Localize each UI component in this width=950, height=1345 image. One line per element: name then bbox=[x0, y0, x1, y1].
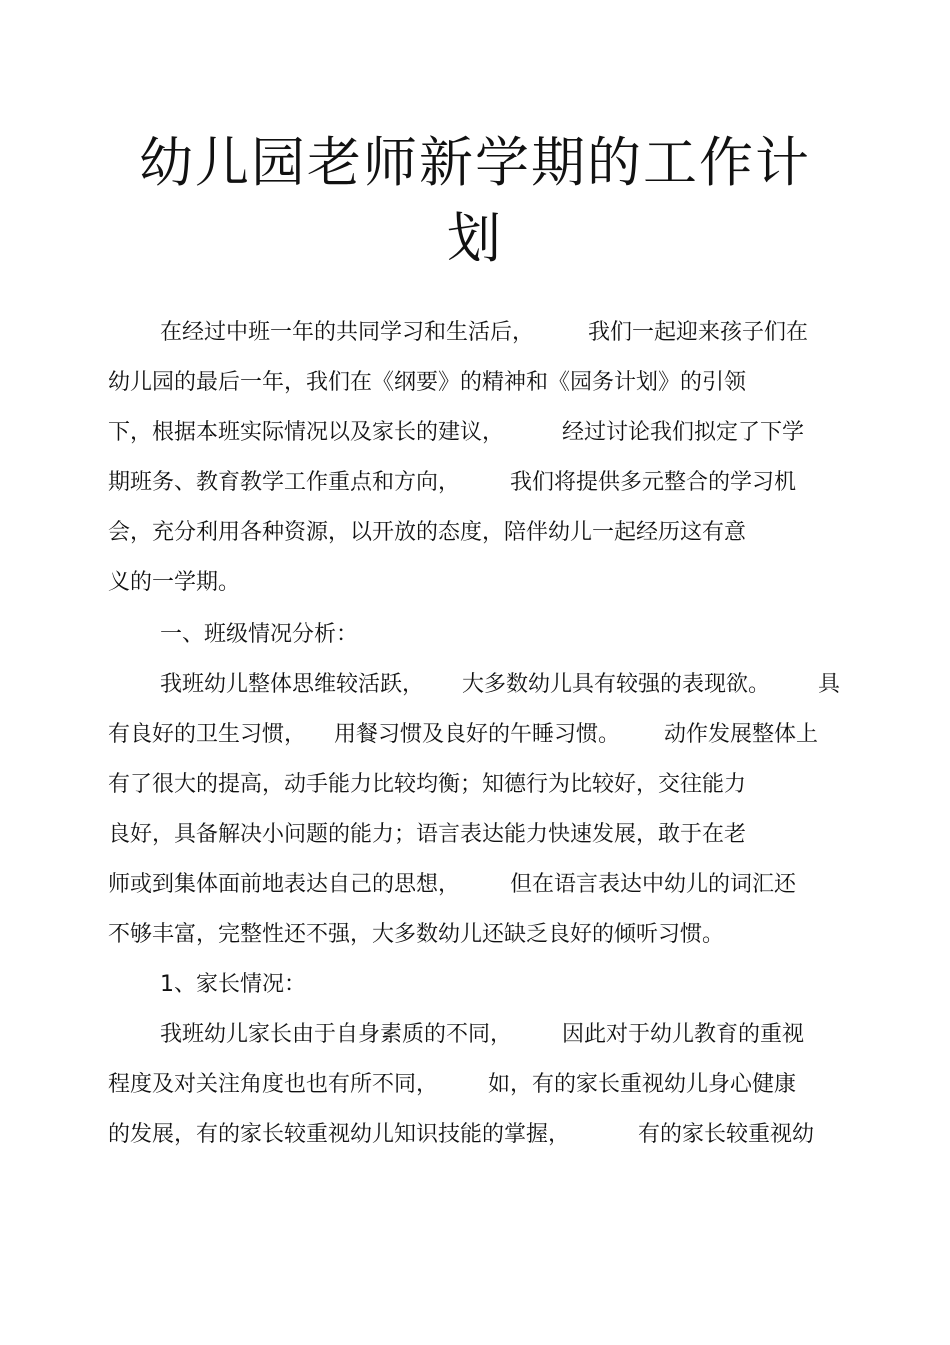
text-segment: 我班幼儿整体思维较活跃， bbox=[160, 672, 425, 697]
text-segment: 不够丰富，完整性还不强，大多数幼儿还缺乏良好的倾听习惯。 bbox=[108, 922, 725, 947]
text-segment: 有的家长较重视幼 bbox=[638, 1122, 815, 1147]
text-segment: 我们将提供多元整合的学习机 bbox=[510, 470, 797, 495]
text-segment: 因此对于幼儿教育的重视 bbox=[562, 1022, 805, 1047]
document-title-line-1: 幼儿园老师新学期的工作计 bbox=[139, 131, 811, 194]
text-segment: 有良好的卫生习惯， bbox=[108, 722, 307, 747]
text-segment: 程度及对关注角度也也有所不同， bbox=[108, 1072, 439, 1097]
text-segment: 我们一起迎来孩子们在 bbox=[588, 320, 809, 345]
text-segment: 用餐习惯及良好的午睡习惯。 bbox=[334, 722, 621, 747]
document-title-line-2: 划 bbox=[447, 207, 503, 270]
text-segment: 一、班级情况分析： bbox=[160, 622, 359, 647]
text-segment: 经过讨论我们拟定了下学 bbox=[562, 420, 805, 445]
text-segment: 动作发展整体上 bbox=[664, 722, 819, 747]
text-segment: 期班务、教育教学工作重点和方向， bbox=[108, 470, 461, 495]
text-segment: 下，根据本班实际情况以及家长的建议， bbox=[108, 420, 505, 445]
text-segment: 义的一学期。 bbox=[108, 570, 241, 595]
text-segment: 师或到集体面前地表达自己的思想， bbox=[108, 872, 461, 897]
text-segment: 的发展，有的家长较重视幼儿知识技能的掌握， bbox=[108, 1122, 571, 1147]
text-segment: 大多数幼儿具有较强的表现欲。 bbox=[462, 672, 771, 697]
text-segment: 幼儿园的最后一年，我们在《纲要》的精神和《园务计划》的引领 bbox=[108, 370, 747, 395]
text-segment: 具 bbox=[818, 672, 841, 697]
text-segment: 1、家长情况： bbox=[160, 972, 306, 997]
text-segment: 在经过中班一年的共同学习和生活后， bbox=[160, 320, 535, 345]
text-segment: 如，有的家长重视幼儿身心健康 bbox=[488, 1072, 797, 1097]
text-segment: 我班幼儿家长由于自身素质的不同， bbox=[160, 1022, 513, 1047]
text-segment: 会，充分利用各种资源，以开放的态度，陪伴幼儿一起经历这有意 bbox=[108, 520, 747, 545]
text-segment: 但在语言表达中幼儿的词汇还 bbox=[510, 872, 797, 897]
text-segment: 良好，具备解决小问题的能力；语言表达能力快速发展，敢于在老 bbox=[108, 822, 747, 847]
text-segment: 有了很大的提高，动手能力比较均衡；知德行为比较好，交往能力 bbox=[108, 772, 747, 797]
